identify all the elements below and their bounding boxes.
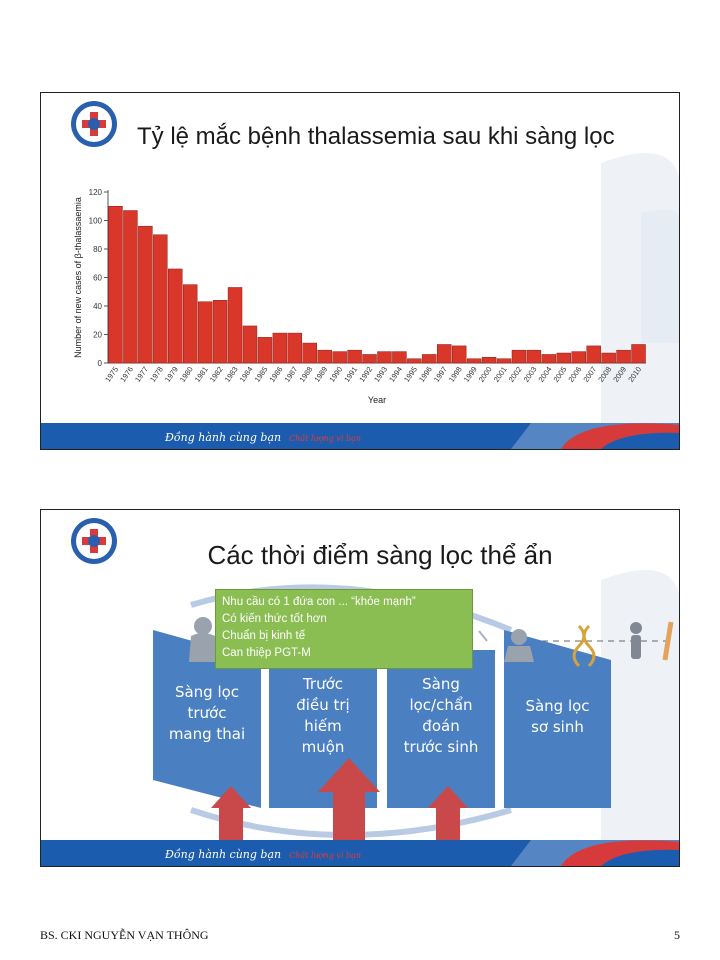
bar: [109, 206, 123, 363]
bar: [392, 352, 406, 363]
x-tick-label: 1993: [372, 364, 390, 384]
step-2-line-1: Trước: [302, 675, 344, 693]
x-axis-title: Year: [367, 395, 387, 405]
bar: [617, 350, 631, 363]
step-1-line-1: Sàng lọc: [174, 683, 240, 701]
x-tick-label: 2001: [491, 364, 509, 384]
x-tick-label: 2009: [611, 364, 629, 384]
slide-1: [40, 92, 680, 450]
x-tick-label: 1980: [177, 364, 195, 384]
bar: [153, 235, 167, 363]
x-tick-label: 1997: [431, 364, 449, 384]
bar: [228, 287, 242, 363]
bar: [602, 353, 616, 363]
footer-slogan: [165, 848, 361, 861]
dna-icon-small: [479, 631, 487, 641]
step-1-line-3: mang thai: [168, 725, 246, 743]
bar: [437, 344, 451, 363]
step-3-line-2: lọc/chẩn: [409, 696, 473, 714]
thalassemia-bar-chart: [41, 93, 680, 423]
bar: [452, 346, 466, 363]
x-tick-label: 1978: [147, 364, 165, 384]
x-tick-label: 2006: [566, 364, 584, 384]
x-tick-label: 1977: [133, 364, 150, 384]
step-label-3: [387, 674, 495, 758]
step-2-line-3: hiếm: [304, 717, 342, 735]
bar: [378, 352, 392, 363]
bar: [363, 354, 377, 363]
step-label-2: [269, 674, 377, 758]
step-2-line-2: điều trị: [296, 696, 350, 714]
bar: [273, 333, 287, 363]
callout-line-4: Can thiệp PGT-M: [222, 647, 311, 659]
y-axis-title: Number of new cases of β-thalassaemia: [73, 197, 83, 358]
callout-line-3: Chuẩn bị kinh tế: [222, 630, 306, 642]
footer-slogan-text: Đồng hành cùng bạn: [165, 431, 282, 444]
step-4-line-2: sơ sinh: [531, 718, 584, 736]
slide-1-title: Tỷ lệ mắc bệnh thalassemia sau khi sàng lọc: [137, 123, 615, 150]
bar: [407, 359, 421, 363]
x-tick-label: 2004: [536, 364, 554, 384]
bar: [183, 285, 197, 363]
x-tick-label: 1992: [357, 364, 375, 384]
x-tick-label: 1976: [118, 364, 136, 384]
step-2-line-4: muộn: [301, 738, 345, 756]
dna-strand-partial-icon: [665, 622, 671, 660]
woman-silhouette-icon: [189, 617, 217, 662]
footer-slogan-text: Đồng hành cùng bạn: [165, 848, 282, 861]
x-tick-label: 1983: [222, 364, 240, 384]
bar: [138, 226, 152, 363]
y-tick-label: 80: [93, 245, 102, 254]
x-tick-label: 1999: [461, 364, 479, 384]
bar: [348, 350, 362, 363]
bar: [557, 353, 571, 363]
x-tick-label: 2000: [476, 364, 494, 384]
bar: [243, 326, 257, 363]
bar: [213, 300, 227, 363]
x-tick-label: 1979: [162, 364, 180, 384]
x-tick-label: 1990: [327, 364, 345, 384]
bar: [123, 211, 137, 363]
bar: [318, 350, 332, 363]
x-tick-label: 2002: [506, 364, 524, 384]
footer-slogan: [165, 431, 361, 444]
bar: [168, 269, 182, 363]
x-tick-label: 2010: [626, 364, 644, 384]
y-tick-label: 60: [93, 273, 102, 283]
bar: [288, 333, 302, 363]
bar: [198, 302, 212, 363]
callout-line-1: Nhu cầu có 1 đứa con ... “khỏe mạnh”: [222, 596, 416, 608]
step-3-line-4: trước sinh: [403, 738, 479, 756]
step-3-line-1: Sàng: [422, 675, 460, 693]
bar: [258, 337, 272, 363]
footer-slogan-tag: Chất lượng vì bạn: [289, 434, 362, 443]
author-footer: BS. CKI NGUYỄN VẠN THÔNG: [40, 928, 209, 942]
x-tick-label: 1995: [402, 364, 419, 384]
x-tick-label: 1994: [387, 364, 405, 384]
bar: [632, 344, 646, 363]
x-tick-label: 1985: [252, 364, 270, 384]
bar: [467, 359, 481, 363]
step-label-1: [153, 682, 261, 745]
footer-slogan-tag: Chất lượng vì bạn: [289, 851, 362, 860]
bar: [587, 346, 601, 363]
bar: [527, 350, 541, 363]
bar: [482, 357, 496, 363]
step-1-line-2: trước: [187, 704, 227, 722]
x-tick-label: 2005: [551, 364, 569, 384]
bar: [422, 354, 436, 363]
step-3-line-3: đoán: [422, 717, 460, 735]
bar: [542, 354, 556, 363]
x-tick-label: 1984: [237, 364, 255, 384]
x-tick-label: 1975: [103, 364, 121, 384]
page-number: 5: [674, 928, 680, 942]
y-tick-label: 40: [93, 302, 102, 311]
bar: [497, 359, 511, 363]
step-4-line-1: Sàng lọc: [525, 697, 590, 715]
x-tick-label: 1981: [192, 364, 210, 384]
x-tick-label: 2008: [596, 364, 614, 384]
x-tick-label: 1982: [207, 364, 225, 384]
slide-2: [40, 509, 680, 867]
x-tick-label: 2003: [521, 364, 539, 384]
y-tick-label: 20: [93, 330, 102, 340]
x-tick-label: 2007: [581, 364, 599, 384]
x-tick-label: 1991: [342, 364, 360, 384]
x-tick-label: 1996: [416, 364, 434, 384]
x-tick-label: 1998: [446, 364, 464, 384]
bar: [512, 350, 526, 363]
x-tick-label: 1988: [297, 364, 315, 384]
callout-box: [215, 589, 473, 669]
bar: [303, 343, 317, 363]
y-tick-label: 0: [97, 359, 102, 368]
bar: [333, 352, 347, 363]
child-silhouette-icon: [630, 622, 642, 659]
callout-line-2: Có kiến thức tốt hơn: [222, 613, 327, 625]
x-tick-label: 1989: [312, 364, 330, 384]
x-tick-label: 1986: [267, 364, 285, 384]
bar: [572, 352, 586, 363]
slide-2-title: Các thời điểm sàng lọc thể ẩn: [207, 540, 553, 570]
x-tick-label: 1987: [282, 364, 300, 384]
step-label-4: [504, 696, 611, 738]
y-tick-label: 100: [88, 216, 102, 226]
y-tick-label: 120: [88, 188, 102, 197]
